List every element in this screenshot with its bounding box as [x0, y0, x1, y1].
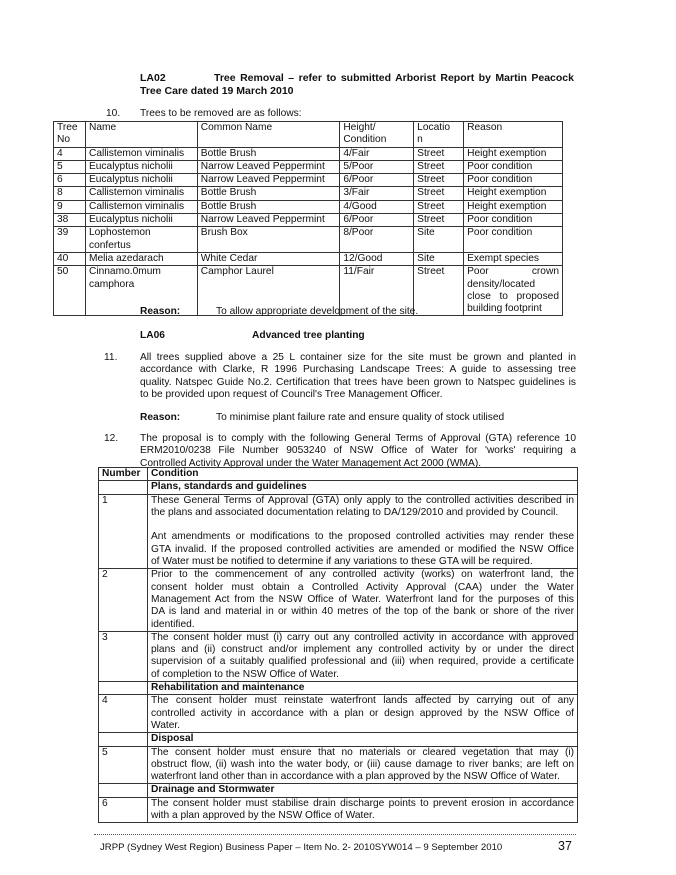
- table-row: [99, 695, 578, 733]
- condition-text: [148, 695, 578, 733]
- table-row: [54, 214, 563, 227]
- cell-reason: Height exemption: [464, 187, 563, 200]
- la02-title-line2: Tree Care dated 19 March 2010: [140, 85, 294, 97]
- cell-common-name: Camphor Laurel: [197, 266, 340, 316]
- table-row: [99, 494, 578, 569]
- cell-common-name: White Cedar: [197, 252, 340, 265]
- cell-height-condition: 3/Fair: [340, 187, 414, 200]
- cell-location: Site: [414, 252, 464, 265]
- item-11-text: [140, 352, 576, 401]
- condition-number: 6: [99, 797, 148, 823]
- condition-number: 3: [99, 631, 148, 681]
- cell-name: Callistemon viminalis: [85, 147, 197, 160]
- cell-reason: Poor condition: [464, 160, 563, 173]
- cell-height-condition: 5/Poor: [340, 160, 414, 173]
- column-header: [340, 122, 414, 148]
- text-line: to be provided upon request of Council's Tree Management Officer.: [140, 388, 443, 400]
- table-row: [54, 174, 563, 187]
- la02-code: LA02: [140, 72, 166, 84]
- reason-text: To allow appropriate development of the site.: [216, 306, 419, 317]
- column-header: [464, 122, 563, 148]
- cell-name: Callistemon viminalis: [85, 200, 197, 213]
- text-line: close to proposed: [467, 290, 559, 302]
- text-line: obstruct flow, (ii) wash into the water body, or (iii) cause damage to river banks; are left on: [151, 758, 574, 770]
- section-heading-row: [99, 784, 578, 797]
- text-line: with a plan approved by the NSW Office of Water.: [151, 810, 375, 822]
- text-line: consent holder must obtain a Controlled Activity Approval (CAA) under the Water: [151, 581, 574, 593]
- cell-height-condition: 8/Poor: [340, 227, 414, 253]
- table-row: [54, 160, 563, 173]
- condition-text: [148, 569, 578, 631]
- column-header: [54, 122, 86, 148]
- cell-common-name: Narrow Leaved Peppermint: [197, 174, 340, 187]
- cell-common-name: Bottle Brush: [197, 200, 340, 213]
- item-10-text: Trees to be removed are as follows:: [140, 108, 302, 119]
- cell-height-condition: 6/Poor: [340, 174, 414, 187]
- page-number: 37: [558, 839, 572, 853]
- section-heading-row: [99, 733, 578, 746]
- cell-reason: Exempt species: [464, 252, 563, 265]
- cell-reason: Poor condition: [464, 214, 563, 227]
- section-empty-cell: [99, 481, 148, 494]
- trees-removal-table: [53, 121, 563, 316]
- text-line: The proposal is to comply with the following General Terms of Approval (GTA) reference 10: [140, 433, 576, 444]
- text-line: building footprint: [467, 303, 542, 315]
- cell-common-name: Narrow Leaved Peppermint: [197, 160, 340, 173]
- cell-name: [85, 227, 197, 253]
- cell-tree-no: 5: [54, 160, 86, 173]
- text-line: Prior to the commencement of any controlled activity (works) on waterfront land, the: [151, 569, 574, 581]
- cell-common-name: Bottle Brush: [197, 187, 340, 200]
- section-heading: Rehabilitation and maintenance: [148, 682, 578, 695]
- condition-text: [148, 631, 578, 681]
- text-line: Name: [88, 122, 117, 133]
- cell-height-condition: 6/Poor: [340, 214, 414, 227]
- column-header: [197, 122, 340, 148]
- text-line: Reason: [467, 122, 503, 133]
- cell-name: Eucalyptus nicholii: [85, 214, 197, 227]
- section-empty-cell: [99, 733, 148, 746]
- cell-name: Melia azedarach: [85, 252, 197, 265]
- la06-title: Advanced tree planting: [252, 330, 365, 341]
- section-heading-row: [99, 481, 578, 494]
- column-header: [85, 122, 197, 148]
- table-row: [54, 187, 563, 200]
- text-line: Common Name: [200, 122, 273, 133]
- table-header-row: [99, 468, 578, 481]
- item-12-text: [140, 433, 576, 470]
- cell-location: Street: [414, 200, 464, 213]
- cell-location: Street: [414, 147, 464, 160]
- text-line: density/located: [467, 278, 536, 290]
- cell-common-name: Narrow Leaved Peppermint: [197, 214, 340, 227]
- table-row: [99, 631, 578, 681]
- text-line: Controlled Activity Approval under the Water Management Act 2000 (WMA).: [140, 457, 482, 469]
- text-line: The consent holder must reinstate waterfront lands affected by carrying out of any: [151, 695, 574, 707]
- cell-reason: Height exemption: [464, 200, 563, 213]
- cell-reason: Poor condition: [464, 174, 563, 187]
- column-header-number: Number: [99, 468, 148, 481]
- reason-label: Reason:: [140, 306, 181, 317]
- text-line: ERM2010/0238 File Number 9053240 of NSW Office of Water for 'works' requiring a: [140, 445, 576, 457]
- cell-location: Site: [414, 227, 464, 253]
- text-line: Cinnamo.0mum: [88, 266, 161, 278]
- text-line: Condition: [343, 134, 387, 146]
- gta-conditions-table: [98, 467, 578, 823]
- cell-name: Eucalyptus nicholii: [85, 174, 197, 187]
- table-row: [99, 797, 578, 823]
- section-heading: Disposal: [148, 733, 578, 746]
- cell-tree-no: 40: [54, 252, 86, 265]
- cell-tree-no: 8: [54, 187, 86, 200]
- table-row: [99, 569, 578, 631]
- condition-number: 4: [99, 695, 148, 733]
- reason-label-2: Reason:: [140, 412, 181, 423]
- cell-height-condition: 12/Good: [340, 252, 414, 265]
- table-header-row: [54, 122, 563, 148]
- cell-tree-no: 50: [54, 266, 86, 316]
- condition-number: 1: [99, 494, 148, 569]
- cell-location: Street: [414, 266, 464, 316]
- cell-location: Street: [414, 214, 464, 227]
- text-line: of completion to the NSW Office of Water.: [151, 668, 339, 680]
- table-row: [54, 147, 563, 160]
- text-line: accordance with Clarke, R 1996 Purchasing Landscape Trees: A guide to assessing tree: [140, 364, 576, 376]
- cell-reason: Poor condition: [464, 227, 563, 253]
- condition-text: [148, 797, 578, 823]
- table-row: [99, 746, 578, 784]
- text-line: DA is land and material in or within 40 metres of the top of the bank or shore of the river: [151, 606, 574, 618]
- cell-tree-no: 4: [54, 147, 86, 160]
- section-heading-row: [99, 682, 578, 695]
- cell-name: Callistemon viminalis: [85, 187, 197, 200]
- item-10-number: 10.: [106, 108, 121, 119]
- cell-tree-no: 38: [54, 214, 86, 227]
- cell-tree-no: 39: [54, 227, 86, 253]
- text-line: Management Act from the NSW Office of Water. Waterfront land for the purposes of this: [151, 593, 574, 605]
- cell-location: Street: [414, 160, 464, 173]
- cell-tree-no: 6: [54, 174, 86, 187]
- cell-location: Street: [414, 187, 464, 200]
- column-header-condition: Condition: [148, 468, 578, 481]
- section-heading: Drainage and Stormwater: [148, 784, 578, 797]
- section-heading: Plans, standards and guidelines: [148, 481, 578, 494]
- section-empty-cell: [99, 682, 148, 695]
- cell-tree-no: 9: [54, 200, 86, 213]
- condition-number: 2: [99, 569, 148, 631]
- table-row: [54, 227, 563, 253]
- cell-name: Eucalyptus nicholii: [85, 160, 197, 173]
- text-line: n: [417, 134, 423, 146]
- text-line: waterfront land other than in accordance with a plan approved by the NSW Office of Water.: [151, 771, 560, 783]
- cell-reason: [464, 266, 563, 316]
- text-line: the plans and associated documentation relating to DA/129/2010 and provided by Council.: [151, 506, 559, 518]
- text-line: Ant amendments or modifications to the proposed controlled activities may render these: [151, 531, 574, 543]
- text-line: Locatio: [417, 122, 451, 133]
- text-line: confertus: [88, 239, 131, 251]
- condition-text: [148, 746, 578, 784]
- cell-height-condition: 4/Fair: [340, 147, 414, 160]
- column-header: [414, 122, 464, 148]
- text-line: The consent holder must ensure that no materials or cleared vegetation that may (i): [151, 746, 574, 758]
- text-line: GTA invalid. If the proposed controlled activities are amended or modified the NSW Office: [151, 543, 574, 555]
- text-line: camphora: [88, 278, 135, 290]
- cell-height-condition: 11/Fair: [340, 266, 414, 316]
- text-line: supervision of a suitably qualified professional and (iii) when required, provide a certificate: [151, 656, 574, 668]
- text-line: Poor crown: [467, 266, 559, 278]
- cell-common-name: Brush Box: [197, 227, 340, 253]
- text-line: The consent holder must stabilise drain discharge points to prevent erosion in accordance: [151, 797, 574, 809]
- item-11-number: 11.: [104, 352, 118, 363]
- cell-location: Street: [414, 174, 464, 187]
- text-line: The consent holder must (i) carry out any controlled activity in accordance with approved: [151, 631, 574, 643]
- la06-code: LA06: [140, 330, 165, 341]
- la02-title: Tree Removal – refer to submitted Arborist Report by Martin Peacock: [214, 72, 574, 84]
- cell-reason: Height exemption: [464, 147, 563, 160]
- footer-text: JRPP (Sydney West Region) Business Paper – Item No. 2- 2010SYW014 – 9 September 2010: [100, 842, 503, 853]
- cell-height-condition: 4/Good: [340, 200, 414, 213]
- text-line: of Water must be notified to determine if any variations to these GTA will be required.: [151, 556, 533, 568]
- text-line: identified.: [151, 618, 195, 630]
- text-line: quality. Natspec Guide No.2. Certification that trees have been grown to Natspec guidelines is: [140, 376, 576, 388]
- section-empty-cell: [99, 784, 148, 797]
- reason-text-2: To minimise plant failure rate and ensure quality of stock utilised: [216, 412, 505, 423]
- text-line: Water.: [151, 719, 181, 731]
- footer-divider: [94, 834, 576, 835]
- text-line: controlled activity in accordance with a plan or design approved by the NSW Office of: [151, 707, 574, 719]
- text-line: [151, 519, 574, 531]
- text-line: Height/: [343, 122, 376, 133]
- text-line: No: [57, 134, 71, 146]
- text-line: These General Terms of Approval (GTA) only apply to the controlled activities described in: [151, 494, 574, 506]
- text-line: Tree: [57, 122, 78, 133]
- text-line: plans and (ii) construct and/or implement any controlled activity by or under the direct: [151, 644, 574, 656]
- item-12-number: 12.: [104, 433, 119, 444]
- table-row: [54, 200, 563, 213]
- table-row: [54, 252, 563, 265]
- text-line: Lophostemon: [88, 227, 151, 239]
- cell-common-name: Bottle Brush: [197, 147, 340, 160]
- condition-text: [148, 494, 578, 569]
- text-line: All trees supplied above a 25 L container size for the site must be grown and planted in: [140, 352, 576, 363]
- condition-number: 5: [99, 746, 148, 784]
